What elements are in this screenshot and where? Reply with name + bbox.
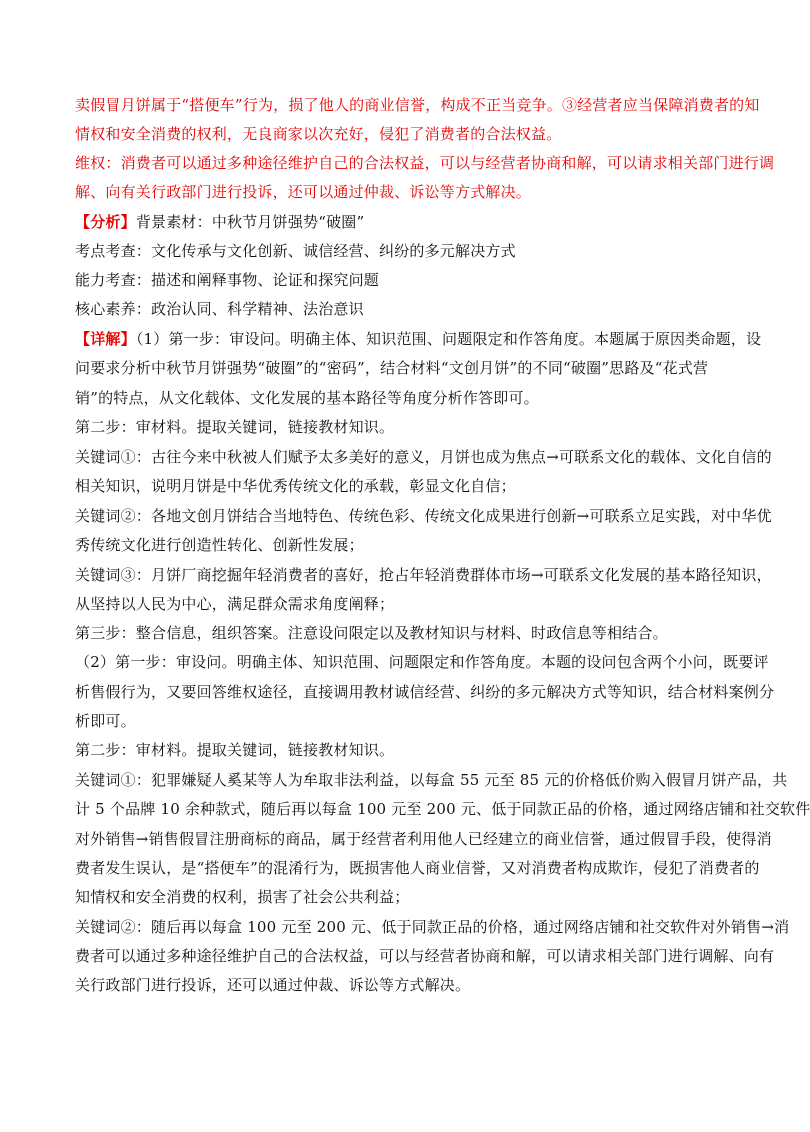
document-line — [75, 975, 725, 995]
document-line — [75, 329, 762, 349]
line-text: （1）第一步：审设问。明确主体、知识范围、问题限定和作答角度。本题属于原因类命题，设 — [135, 330, 762, 348]
document-line — [75, 476, 725, 496]
document-line — [75, 770, 788, 790]
line-text: 关键词①：犯罪嫌疑人奚某等人为牟取非法利益，以每盒 55 元至 85 元的价格低价购入假冒月饼产品，共 — [75, 771, 788, 789]
document-line — [75, 799, 810, 819]
line-text: 相关知识，说明月饼是中华优秀传统文化的承载，彰显文化自信； — [75, 477, 516, 495]
line-text: 关键词①：古往今来中秋被人们赋予太多美好的意义，月饼也成为焦点→可联系文化的载体、文化自信的 — [75, 448, 772, 466]
document-line — [75, 535, 725, 555]
line-text: 从坚持以人民为中心，满足群众需求角度阐释； — [75, 595, 395, 613]
line-text: 费者可以通过多种途径维护自己的合法权益，可以与经营者协商和解，可以请求相关部门进行调解、向有 — [75, 947, 775, 965]
line-text: 问要求分析中秋节月饼强势“破圈”的“密码”，结合材料“文创月饼”的不同“破圈”思路及“花式营 — [75, 359, 709, 377]
document-line — [75, 946, 775, 966]
document-line — [75, 623, 725, 643]
document-line — [75, 182, 725, 202]
line-text: 第二步：审材料。提取关键词，链接教材知识。 — [75, 418, 395, 436]
document-line — [75, 682, 775, 702]
line-text: 对外销售→销售假冒注册商标的商品，属于经营者利用他人已经建立的商业信誉，通过假冒手段，使得消 — [75, 830, 772, 848]
line-text: 第三步：整合信息，组织答案。注意设问限定以及教材知识与材料、时政信息等相结合。 — [75, 624, 668, 642]
document-line — [75, 270, 725, 290]
section-marker: 【分析】 — [75, 213, 136, 231]
document-line — [75, 506, 772, 526]
line-text: 费者发生误认，是“搭便车”的混淆行为，既损害他人商业信誉，又对消费者构成欺诈，侵犯了消费者的 — [75, 859, 760, 877]
line-text: 维权：消费者可以通过多种途径维护自己的合法权益，可以与经营者协商和解，可以请求相关部门进行调 — [75, 154, 775, 172]
line-text: 析即可。 — [75, 712, 136, 730]
line-text: 计 5 个品牌 10 余种款式，随后再以每盒 100 元至 200 元、低于同款正品的价格，通过网络店铺和社交软件 — [75, 800, 810, 818]
document-line — [75, 299, 725, 319]
line-text: 知情权和安全消费的权利，损害了社会公共利益； — [75, 888, 410, 906]
document-line — [75, 358, 725, 378]
line-text: 关行政部门进行投诉，还可以通过仲裁、诉讼等方式解决。 — [75, 976, 471, 994]
line-text: 情权和安全消费的权利，无良商家以次充好，侵犯了消费者的合法权益。 — [75, 125, 562, 143]
document-line — [75, 917, 790, 937]
document-line — [75, 740, 725, 760]
line-text: 能力考查：描述和阐释事物、论证和探究问题 — [75, 271, 380, 289]
line-text: （2）第一步：审设问。明确主体、知识范围、问题限定和作答角度。本题的设问包含两个小问，既要评 — [75, 653, 769, 671]
line-text: 解、向有关行政部门进行投诉，还可以通过仲裁、诉讼等方式解决。 — [75, 183, 532, 201]
document-line — [75, 829, 772, 849]
document-line — [75, 652, 769, 672]
document-line — [75, 153, 775, 173]
document-line — [75, 565, 772, 585]
line-text: 秀传统文化进行创造性转化、创新性发展； — [75, 536, 364, 554]
document-line — [75, 388, 725, 408]
document-line — [75, 711, 725, 731]
line-text: 第二步：审材料。提取关键词，链接教材知识。 — [75, 741, 395, 759]
document-line — [75, 447, 772, 467]
line-text: 卖假冒月饼属于“搭便车”行为，损了他人的商业信誉，构成不正当竞争。③经营者应当保障消费者的知 — [75, 96, 760, 114]
line-text: 背景素材：中秋节月饼强势“破圈” — [135, 213, 365, 231]
line-text: 考点考查：文化传承与文化创新、诚信经营、纠纷的多元解决方式 — [75, 242, 516, 260]
document-line — [75, 887, 725, 907]
document-line — [75, 594, 725, 614]
line-text: 关键词②：随后再以每盒 100 元至 200 元、低于同款正品的价格，通过网络店铺和社交软件对外销售→消 — [75, 918, 790, 936]
line-text: 关键词③：月饼厂商挖掘年轻消费者的喜好，抢占年轻消费群体市场→可联系文化发展的基本路径知识， — [75, 566, 772, 584]
section-marker: 【详解】 — [75, 330, 136, 348]
document-line — [75, 417, 725, 437]
line-text: 关键词②：各地文创月饼结合当地特色、传统色彩、传统文化成果进行创新→可联系立足实践，对中华优 — [75, 507, 772, 525]
document-line — [75, 124, 725, 144]
document-line — [75, 241, 725, 261]
line-text: 析售假行为，又要回答维权途径，直接调用教材诚信经营、纠纷的多元解决方式等知识，结合材料案例分 — [75, 683, 775, 701]
document-line — [75, 212, 725, 232]
line-text: 销”的特点，从文化载体、文化发展的基本路径等角度分析作答即可。 — [75, 389, 539, 407]
line-text: 核心素养：政治认同、科学精神、法治意识 — [75, 300, 364, 318]
document-line — [75, 858, 760, 878]
document-line — [75, 95, 760, 115]
